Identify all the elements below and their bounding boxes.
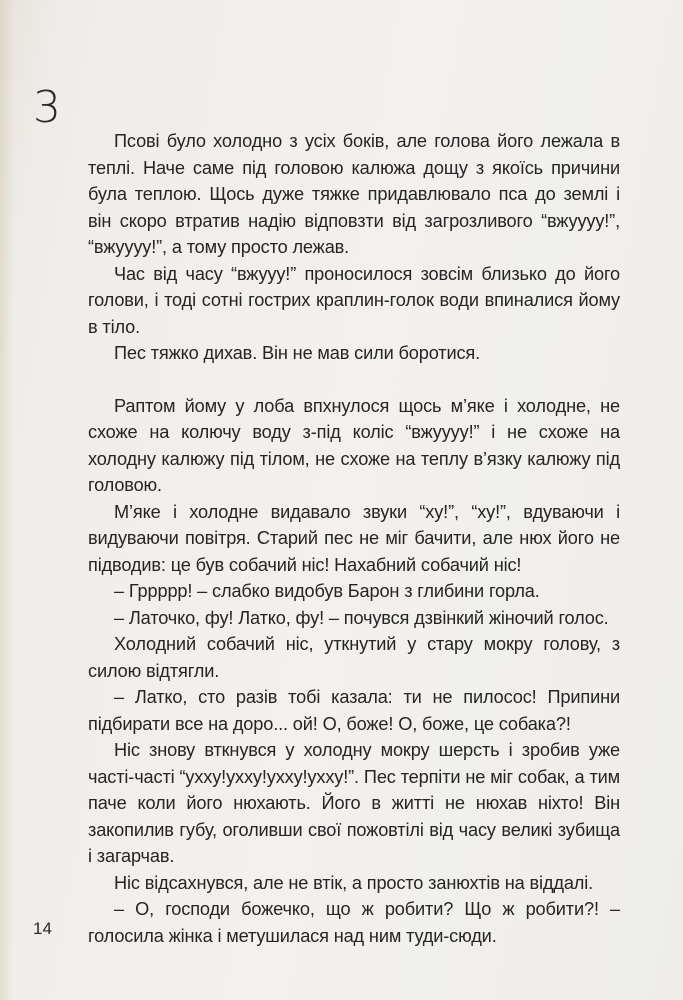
page-edge-shadow bbox=[0, 0, 14, 1000]
paragraph: – Латко, сто разів тобі казала: ти не пилосос! Припини підбирати все на доро... ой! О, боже! О, боже, це собака?! bbox=[88, 687, 620, 734]
paragraph: – О, господи божечко, що ж робити? Що ж робити?! – голосила жінка і метушилася над ним туди-сюди. bbox=[88, 899, 620, 946]
paragraph: Пес тяжко дихав. Він не мав сили боротися. bbox=[114, 343, 480, 363]
paragraph: Ніс відсахнувся, але не втік, а просто занюхтів на віддалі. bbox=[114, 872, 594, 893]
paragraph: Раптом йому у лоба впхнулося щось м’яке і холодне, не схоже на колючу воду з-під коліс “вжуууу!” і не схоже на холодну калюжу під тілом, не схоже на теплу в’язку калюжу під головою. bbox=[88, 395, 620, 495]
chapter-number: 3 bbox=[33, 82, 61, 133]
paragraph: Час від часу “вжууу!” проносилося зовсім близько до його голови, і тоді сотні гострих краплин-голок води впиналися йому в тіло. bbox=[88, 263, 620, 337]
paragraph: Ніс знову вткнувся у холодну мокру шерсть і зробив уже часті-часті “ухху!ухху!ухху!ухху!”. Пес терпіти не міг собак, а тим паче коли його нюхають. Його в житті не нюхав ніхто! Він закопилив губу, оголивши свої пожовтілі від часу великі зубища і загарчав. bbox=[88, 740, 620, 866]
paragraph: М’яке і холодне видавало звуки “ху!”, “ху!”, вдуваючи і видуваючи повітря. Старий пес не міг бачити, але нюх його не підводив: це був собачий ніс! Нахабний собачий ніс! bbox=[88, 501, 620, 575]
body-text bbox=[88, 128, 620, 949]
page-number: 14 bbox=[33, 919, 52, 938]
paragraph: – Латочко, фу! Латко, фу! – почувся дзвінкий жіночий голос. bbox=[114, 607, 609, 628]
paragraph: Псові було холодно з усіх боків, але голова його лежала в теплі. Наче саме під головою калюжа дощу з якоїсь причини була теплою. Щось дуже тяжке придавлювало пса до землі і він скоро втратив надію відповзти від загрозливого “вжуууу!”, “вжуууу!”, а тому просто лежав. bbox=[88, 131, 620, 257]
paragraph: Холодний собачий ніс, уткнутий у стару мокру голову, з силою відтягли. bbox=[88, 634, 620, 681]
paragraph: – Гррррр! – слабко видобув Барон з глибини горла. bbox=[114, 581, 540, 601]
